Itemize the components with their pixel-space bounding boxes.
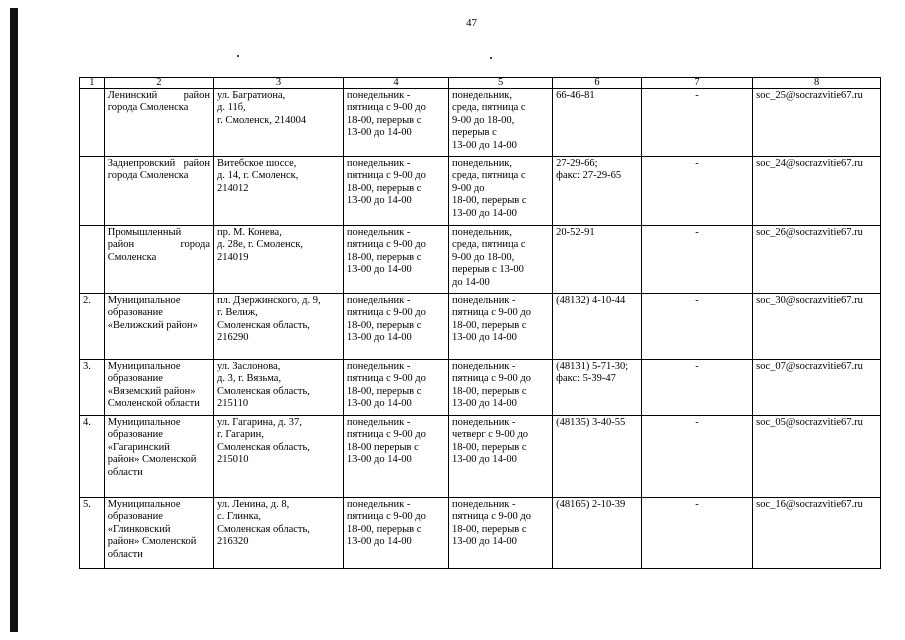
column-header: 5: [449, 78, 553, 89]
district-name: Ленинский район города Смоленска: [104, 89, 213, 157]
email: soc_25@socrazvitie67.ru: [753, 89, 881, 157]
scan-speck: [490, 57, 492, 59]
scan-edge-bar: [10, 8, 18, 632]
email: soc_26@socrazvitie67.ru: [753, 226, 881, 294]
row-number: [80, 157, 105, 226]
working-hours: понедельник - пятница с 9-00 до 18-00, перерыв с 13-00 до 14-00: [343, 360, 448, 416]
reception-hours: понедельник - четверг с 9-00 до 18-00, перерыв с 13-00 до 14-00: [449, 416, 553, 498]
column-header: 1: [80, 78, 105, 89]
scan-speck: [237, 55, 239, 57]
address: Витебское шоссе, д. 14, г. Смоленск, 214012: [214, 157, 344, 226]
column-7-value: -: [641, 226, 752, 294]
table-row: [80, 294, 881, 360]
table-row: [80, 416, 881, 498]
working-hours: понедельник - пятница с 9-00 до 18-00, перерыв с 13-00 до 14-00: [343, 226, 448, 294]
district-name: Заднепровский район города Смоленска: [104, 157, 213, 226]
column-7-value: -: [641, 89, 752, 157]
phone: (48165) 2-10-39: [553, 498, 642, 569]
district-name: Муниципальное образование «Вяземский район» Смоленской области: [104, 360, 213, 416]
phone: (48131) 5-71-30; факс: 5-39-47: [553, 360, 642, 416]
row-number: 4.: [80, 416, 105, 498]
column-7-value: -: [641, 294, 752, 360]
column-header: 4: [343, 78, 448, 89]
district-name: Промышленный район города Смоленска: [104, 226, 213, 294]
table-row: [80, 498, 881, 569]
email: soc_16@socrazvitie67.ru: [753, 498, 881, 569]
column-header: 7: [641, 78, 752, 89]
column-7-value: -: [641, 360, 752, 416]
address: ул. Ленина, д. 8, с. Глинка, Смоленская область, 216320: [214, 498, 344, 569]
working-hours: понедельник - пятница с 9-00 до 18-00, перерыв с 13-00 до 14-00: [343, 89, 448, 157]
column-header: 8: [753, 78, 881, 89]
column-7-value: -: [641, 498, 752, 569]
email: soc_07@socrazvitie67.ru: [753, 360, 881, 416]
phone: 66-46-81: [553, 89, 642, 157]
row-number: 2.: [80, 294, 105, 360]
column-number-row: [80, 78, 881, 89]
address: ул. Заслонова, д. 3, г. Вязьма, Смоленская область, 215110: [214, 360, 344, 416]
working-hours: понедельник - пятница с 9-00 до 18-00, перерыв с 13-00 до 14-00: [343, 294, 448, 360]
phone: (48135) 3-40-55: [553, 416, 642, 498]
reception-hours: понедельник - пятница с 9-00 до 18-00, перерыв с 13-00 до 14-00: [449, 294, 553, 360]
email: soc_24@socrazvitie67.ru: [753, 157, 881, 226]
row-number: [80, 89, 105, 157]
table-row: [80, 360, 881, 416]
column-header: 6: [553, 78, 642, 89]
address: пр. М. Конева, д. 28е, г. Смоленск, 214019: [214, 226, 344, 294]
reception-hours: понедельник, среда, пятница с 9-00 до 18-00, перерыв с 13-00 до 14-00: [449, 226, 553, 294]
reception-hours: понедельник, среда, пятница с 9-00 до 18-00, перерыв с 13-00 до 14-00: [449, 157, 553, 226]
reception-hours: понедельник, среда, пятница с 9-00 до 18-00, перерыв с 13-00 до 14-00: [449, 89, 553, 157]
phone: (48132) 4-10-44: [553, 294, 642, 360]
table-row: [80, 89, 881, 157]
page-number: 47: [466, 17, 477, 29]
phone: 20-52-91: [553, 226, 642, 294]
column-header: 2: [104, 78, 213, 89]
table-row: [80, 226, 881, 294]
address: ул. Багратиона, д. 11б, г. Смоленск, 214004: [214, 89, 344, 157]
row-number: 3.: [80, 360, 105, 416]
working-hours: понедельник - пятница с 9-00 до 18-00, перерыв с 13-00 до 14-00: [343, 498, 448, 569]
email: soc_30@socrazvitie67.ru: [753, 294, 881, 360]
services-table: [79, 77, 881, 569]
row-number: [80, 226, 105, 294]
address: пл. Дзержинского, д. 9, г. Велиж, Смоленская область, 216290: [214, 294, 344, 360]
phone: 27-29-66; факс: 27-29-65: [553, 157, 642, 226]
table-row: [80, 157, 881, 226]
email: soc_05@socrazvitie67.ru: [753, 416, 881, 498]
district-name: Муниципальное образование «Глинковский район» Смоленской области: [104, 498, 213, 569]
working-hours: понедельник - пятница с 9-00 до 18-00 перерыв с 13-00 до 14-00: [343, 416, 448, 498]
reception-hours: понедельник - пятница с 9-00 до 18-00, перерыв с 13-00 до 14-00: [449, 360, 553, 416]
column-header: 3: [214, 78, 344, 89]
working-hours: понедельник - пятница с 9-00 до 18-00, перерыв с 13-00 до 14-00: [343, 157, 448, 226]
row-number: 5.: [80, 498, 105, 569]
column-7-value: -: [641, 416, 752, 498]
reception-hours: понедельник - пятница с 9-00 до 18-00, перерыв с 13-00 до 14-00: [449, 498, 553, 569]
address: ул. Гагарина, д. 37, г. Гагарин, Смоленская область, 215010: [214, 416, 344, 498]
column-7-value: -: [641, 157, 752, 226]
district-name: Муниципальное образование «Гагаринский район» Смоленской области: [104, 416, 213, 498]
district-name: Муниципальное образование «Велижский район»: [104, 294, 213, 360]
